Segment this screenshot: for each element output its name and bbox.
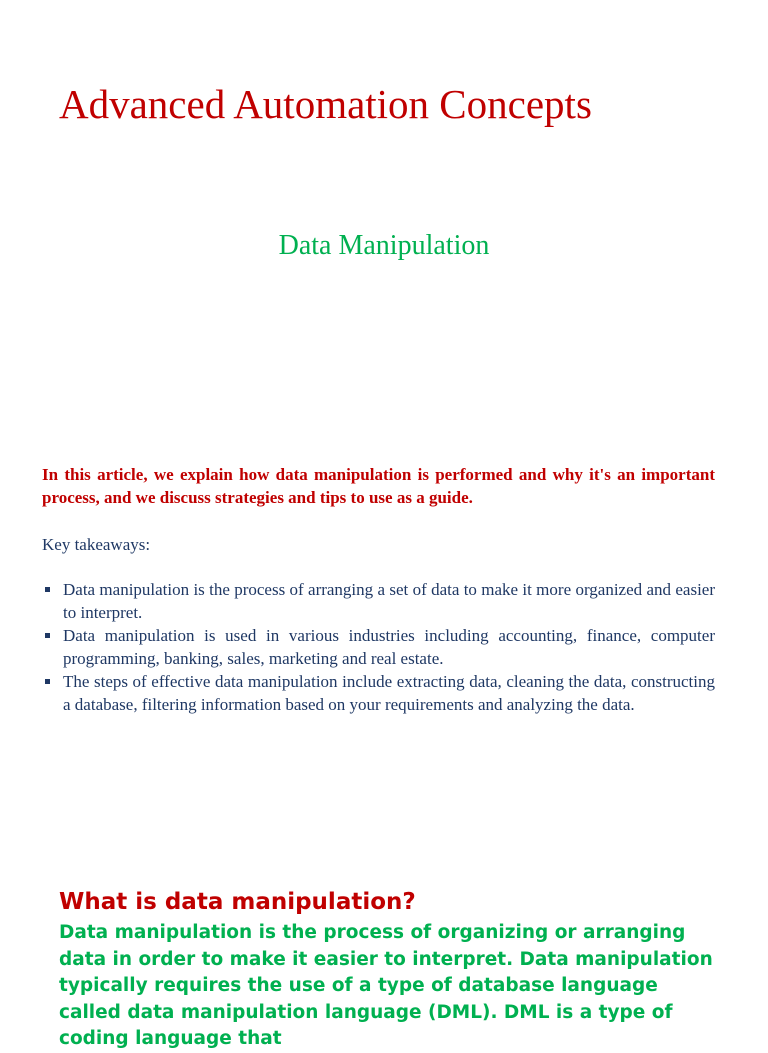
- list-item: [42, 578, 715, 624]
- square-bullet-icon: [45, 633, 50, 638]
- list-item: [42, 624, 715, 670]
- page-subtitle: Data Manipulation: [278, 230, 490, 261]
- list-item: [42, 670, 715, 716]
- section-body: Data manipulation is the process of organizing or arranging data in order to make it easier to interpret. Data manipulation typically requires the use of a type of database language called data manipulation language (DML). DML is a type of coding language that: [59, 922, 713, 1049]
- intro-paragraph: In this article, we explain how data manipulation is performed and why it's an important process, and we discuss strategies and tips to use as a guide.: [42, 465, 715, 507]
- list-item-text: Data manipulation is used in various industries including accounting, finance, computer programming, banking, sales, marketing and real estate.: [63, 626, 715, 668]
- list-item-text: The steps of effective data manipulation include extracting data, cleaning the data, constructing a database, filtering information based on your requirements and analyzing the data.: [63, 672, 715, 714]
- key-takeaways-label: Key takeaways:: [42, 535, 151, 554]
- section-heading: What is data manipulation?: [59, 889, 416, 915]
- page-title: Advanced Automation Concepts: [59, 81, 592, 127]
- square-bullet-icon: [45, 679, 50, 684]
- key-takeaways-list: [42, 578, 715, 716]
- square-bullet-icon: [45, 587, 50, 592]
- list-item-text: Data manipulation is the process of arranging a set of data to make it more organized and easier to interpret.: [63, 580, 715, 622]
